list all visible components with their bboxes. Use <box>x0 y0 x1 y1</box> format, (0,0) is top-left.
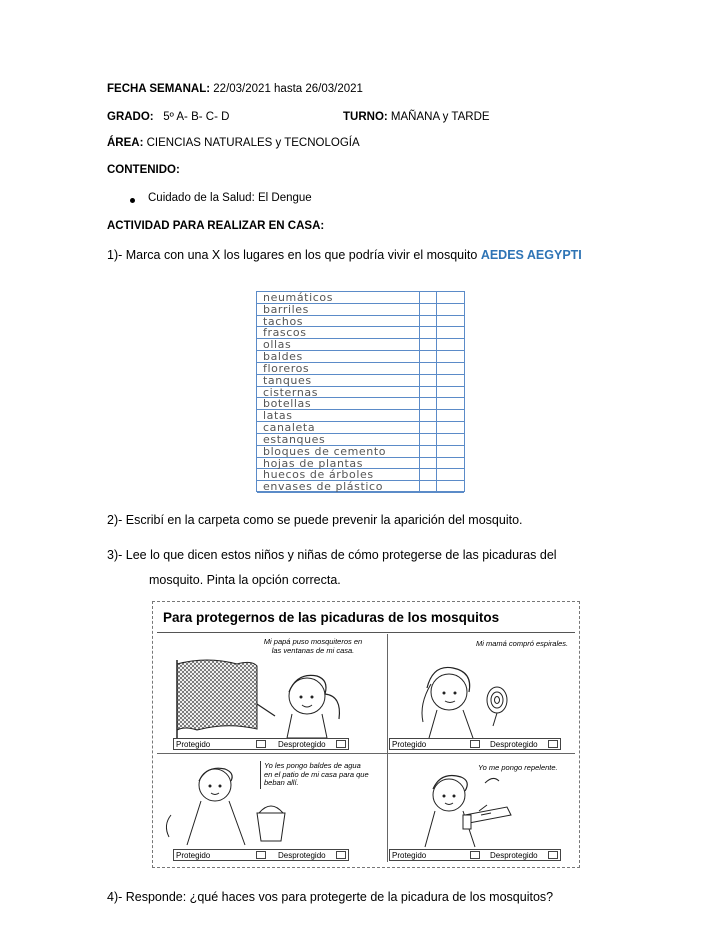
panel-2 <box>389 634 577 752</box>
panel-divider-vertical <box>387 634 388 862</box>
places-table-cell: estanques <box>263 432 326 446</box>
fecha-value: 22/03/2021 hasta 26/03/2021 <box>213 83 363 95</box>
places-table-mark-cell[interactable] <box>420 327 436 338</box>
places-table-row <box>257 481 464 493</box>
comic-title: Para protegernos de las picaduras de los mosquitos <box>163 610 500 625</box>
question-1-text: 1)- Marca con una X los lugares en los que podría vivir el mosquito <box>107 248 478 262</box>
fecha-label: FECHA SEMANAL: <box>107 83 211 95</box>
places-table-cell: tachos <box>263 314 304 328</box>
places-table-mark-cell[interactable] <box>420 469 436 480</box>
panel-4-option-protegido: Protegido <box>392 851 427 860</box>
grado-value: 5º A- B- C- D <box>163 111 230 123</box>
panel-2-checkbox-protegido[interactable] <box>470 740 480 748</box>
panel-2-option-protegido: Protegido <box>392 740 427 749</box>
panel-1 <box>157 634 385 752</box>
contenido-line <box>107 164 180 176</box>
question-1 <box>107 248 582 262</box>
places-table-cell: botellas <box>263 397 312 411</box>
panel-1-option-protegido: Protegido <box>176 740 211 749</box>
places-table-cell: cisternas <box>263 385 319 399</box>
fecha-line <box>107 83 363 95</box>
panel-1-options <box>173 738 349 750</box>
grado-label: GRADO: <box>107 111 154 123</box>
panel-3-checkbox-desprotegido[interactable] <box>336 851 346 859</box>
panel-3-speech: Yo les pongo baldes de agua en el patio de mi casa para que beban allí. <box>260 761 372 789</box>
panel-2-speech: Mi mamá compró espirales. <box>473 639 577 650</box>
places-table-mark-cell[interactable] <box>420 304 436 315</box>
area-line <box>107 137 360 149</box>
question-1-highlight: AEDES AEGYPTI <box>480 248 582 262</box>
places-table-cell: hojas de plantas <box>263 456 364 470</box>
girl-spiral-illustration <box>389 634 577 738</box>
area-value: CIENCIAS NATURALES y TECNOLOGÍA <box>146 137 360 149</box>
places-table-mark-cell[interactable] <box>420 363 436 374</box>
places-table-mark-cell[interactable] <box>420 339 436 350</box>
places-table-cell: frascos <box>263 326 307 340</box>
comic-title-divider <box>157 632 575 633</box>
places-table-cell: latas <box>263 409 293 423</box>
question-4: 4)- Responde: ¿qué haces vos para protegerte de la picadura de los mosquitos? <box>107 890 554 904</box>
bullet-icon <box>130 198 135 203</box>
panel-2-checkbox-desprotegido[interactable] <box>548 740 558 748</box>
question-3-line-1: 3)- Lee lo que dicen estos niños y niñas de cómo protegerse de las picaduras del <box>107 548 557 562</box>
turno-label: TURNO: <box>343 111 388 123</box>
places-table-mark-cell[interactable] <box>420 398 436 409</box>
panel-3 <box>157 755 385 863</box>
places-table-mark-cell[interactable] <box>420 422 436 433</box>
contenido-item: Cuidado de la Salud: El Dengue <box>148 192 312 204</box>
places-table-column-divider <box>436 292 437 491</box>
panel-1-option-desprotegido: Desprotegido <box>278 740 326 749</box>
places-table-mark-cell[interactable] <box>420 458 436 469</box>
places-table-cell: tanques <box>263 373 312 387</box>
places-table-mark-cell[interactable] <box>420 446 436 457</box>
panel-divider-horizontal <box>157 753 575 754</box>
places-table-mark-cell[interactable] <box>420 387 436 398</box>
panel-4-speech: Yo me pongo repelente. <box>475 763 575 774</box>
places-table-column-divider <box>419 292 420 491</box>
places-table-mark-cell[interactable] <box>420 375 436 386</box>
places-table-mark-cell[interactable] <box>420 410 436 421</box>
panel-2-option-desprotegido: Desprotegido <box>490 740 538 749</box>
question-2: 2)- Escribí en la carpeta como se puede prevenir la aparición del mosquito. <box>107 513 523 527</box>
panel-1-checkbox-desprotegido[interactable] <box>336 740 346 748</box>
panel-3-option-desprotegido: Desprotegido <box>278 851 326 860</box>
places-table-cell: neumáticos <box>263 291 334 304</box>
panel-3-options <box>173 849 349 861</box>
panel-1-speech: Mi papá puso mosquiteros en las ventanas de mi casa. <box>258 637 368 656</box>
panel-4-options <box>389 849 561 861</box>
area-label: ÁREA: <box>107 137 144 149</box>
grado-line <box>107 111 229 123</box>
contenido-label: CONTENIDO: <box>107 164 180 176</box>
turno-line <box>343 111 490 123</box>
places-table-cell: barriles <box>263 302 309 316</box>
comic-box <box>152 601 580 868</box>
places-table-mark-cell[interactable] <box>420 434 436 445</box>
panel-4-option-desprotegido: Desprotegido <box>490 851 538 860</box>
panel-4-checkbox-protegido[interactable] <box>470 851 480 859</box>
actividad-label: ACTIVIDAD PARA REALIZAR EN CASA: <box>107 220 325 232</box>
places-table-cell: huecos de árboles <box>263 468 374 482</box>
panel-3-option-protegido: Protegido <box>176 851 211 860</box>
places-table-mark-cell[interactable] <box>420 316 436 327</box>
actividad-line <box>107 220 324 232</box>
places-table-cell: canaleta <box>263 421 316 435</box>
places-table-mark-cell[interactable] <box>420 292 436 303</box>
question-3-line-2: mosquito. Pinta la opción correcta. <box>149 573 341 587</box>
places-table-cell: envases de plástico <box>263 480 384 494</box>
places-table-cell: bloques de cemento <box>263 444 387 458</box>
places-table-cell: baldes <box>263 350 303 364</box>
places-table-mark-cell[interactable] <box>420 351 436 362</box>
places-table-cell: floreros <box>263 361 310 375</box>
places-table-cell: ollas <box>263 338 292 352</box>
panel-3-checkbox-protegido[interactable] <box>256 851 266 859</box>
places-table <box>256 291 465 492</box>
panel-4-checkbox-desprotegido[interactable] <box>548 851 558 859</box>
panel-2-options <box>389 738 561 750</box>
panel-4 <box>389 755 577 863</box>
panel-1-checkbox-protegido[interactable] <box>256 740 266 748</box>
places-table-mark-cell[interactable] <box>420 481 436 492</box>
turno-value: MAÑANA y TARDE <box>390 111 490 123</box>
